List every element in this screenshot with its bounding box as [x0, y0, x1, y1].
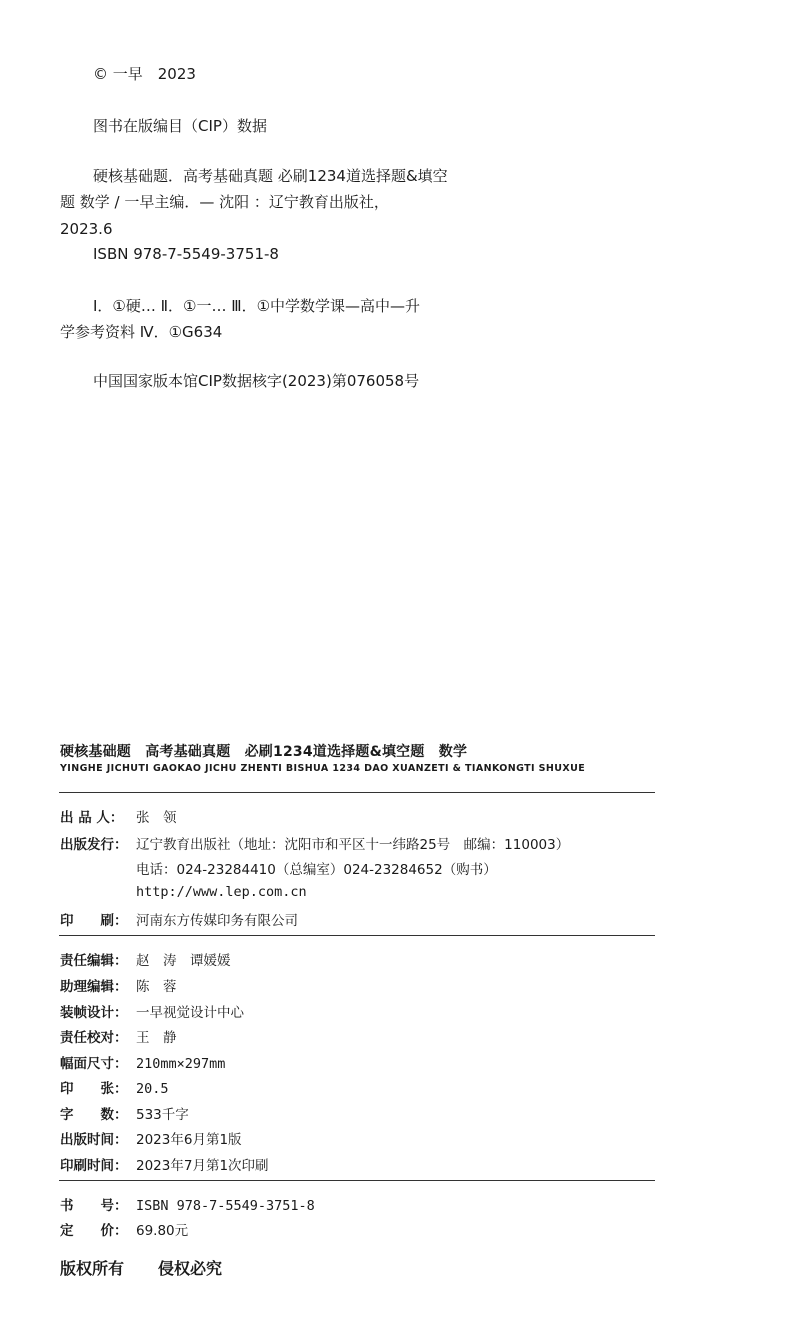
rights-reserved: 版权所有	[60, 1259, 125, 1278]
publisher-value: 辽宁教育出版社（地址：沈阳市和平区十一纬路25号 邮编：110003）	[136, 837, 570, 853]
proofreader-row	[60, 1026, 177, 1046]
print-date-label: 印刷时间：	[60, 1158, 128, 1174]
cip-description-line-3: 2023.6	[60, 220, 113, 238]
producer-value: 张 领	[136, 810, 177, 826]
proofreader-label: 责任校对：	[60, 1030, 128, 1046]
format-size-label: 幅面尺寸：	[60, 1056, 128, 1072]
cip-classification-line-1: Ⅰ．①硬… Ⅱ．①一… Ⅲ．①中学数学课—高中—升	[93, 297, 421, 315]
design-row	[60, 1001, 244, 1021]
producer-label: 出 品 人：	[60, 810, 124, 826]
printed-sheets-row	[60, 1077, 169, 1097]
format-size-row	[60, 1052, 225, 1072]
format-size-value: 210mm×297mm	[136, 1056, 226, 1072]
divider	[59, 935, 655, 936]
rights-notice	[60, 1256, 256, 1279]
printed-sheets-value: 20.5	[136, 1081, 169, 1097]
word-count-row	[60, 1103, 189, 1123]
word-count-value: 533千字	[136, 1107, 189, 1123]
proofreader-value: 王 静	[136, 1030, 177, 1046]
infringement-notice: 侵权必究	[158, 1259, 223, 1278]
book-title-chinese: 硬核基础题 高考基础真题 必刷1234道选择题&填空题 数学	[60, 744, 468, 760]
publisher-row	[60, 833, 569, 853]
printer-label: 印 刷：	[60, 913, 128, 929]
copyright-line: © 一早 2023	[93, 65, 196, 83]
publisher-label: 出版发行：	[60, 837, 128, 853]
price-value: 69.80元	[136, 1223, 189, 1239]
cip-number: 中国国家版本馆CIP数据核字(2023)第076058号	[93, 372, 420, 390]
cip-heading: 图书在版编目（CIP）数据	[93, 117, 267, 135]
publish-date-row	[60, 1128, 242, 1148]
divider	[59, 1180, 655, 1181]
printed-sheets-label: 印 张：	[60, 1081, 128, 1097]
book-number-row	[60, 1194, 315, 1214]
producer-row	[60, 806, 177, 826]
editor-row	[60, 949, 231, 969]
design-value: 一早视觉设计中心	[136, 1005, 244, 1021]
printer-value: 河南东方传媒印务有限公司	[136, 913, 298, 929]
book-title-pinyin: YINGHE JICHUTI GAOKAO JICHU ZHENTI BISHUA 1234 DAO XUANZETI & TIANKONGTI SHUXUE	[60, 763, 586, 774]
cip-description-line-2: 题 数学 / 一早主编．— 沈阳 ：辽宁教育出版社，	[60, 193, 389, 211]
print-date-row	[60, 1154, 269, 1174]
word-count-label: 字 数：	[60, 1107, 128, 1123]
assistant-editor-label: 助理编辑：	[60, 979, 128, 995]
price-label: 定 价：	[60, 1223, 128, 1239]
assistant-editor-value: 陈 蓉	[136, 979, 177, 995]
divider	[59, 792, 655, 793]
printer-row	[60, 909, 298, 929]
cip-description-line-1: 硬核基础题．高考基础真题 必刷1234道选择题&填空	[93, 167, 448, 185]
price-row	[60, 1219, 188, 1239]
cip-isbn: ISBN 978-7-5549-3751-8	[93, 245, 279, 263]
cip-classification-line-2: 学参考资料 Ⅳ．①G634	[60, 323, 223, 341]
assistant-editor-row	[60, 975, 177, 995]
print-date-value: 2023年7月第1次印刷	[136, 1158, 269, 1174]
publish-date-value: 2023年6月第1版	[136, 1132, 242, 1148]
book-number-label: 书 号：	[60, 1198, 128, 1214]
publish-date-label: 出版时间：	[60, 1132, 128, 1148]
editor-label: 责任编辑：	[60, 953, 128, 969]
design-label: 装帧设计：	[60, 1005, 128, 1021]
book-number-value: ISBN 978-7-5549-3751-8	[136, 1198, 315, 1214]
editor-value: 赵 涛 谭媛媛	[136, 953, 231, 969]
publisher-phone: 电话：024-23284410（总编室）024-23284652（购书）	[136, 862, 497, 878]
publisher-website: http://www.lep.com.cn	[136, 884, 307, 900]
